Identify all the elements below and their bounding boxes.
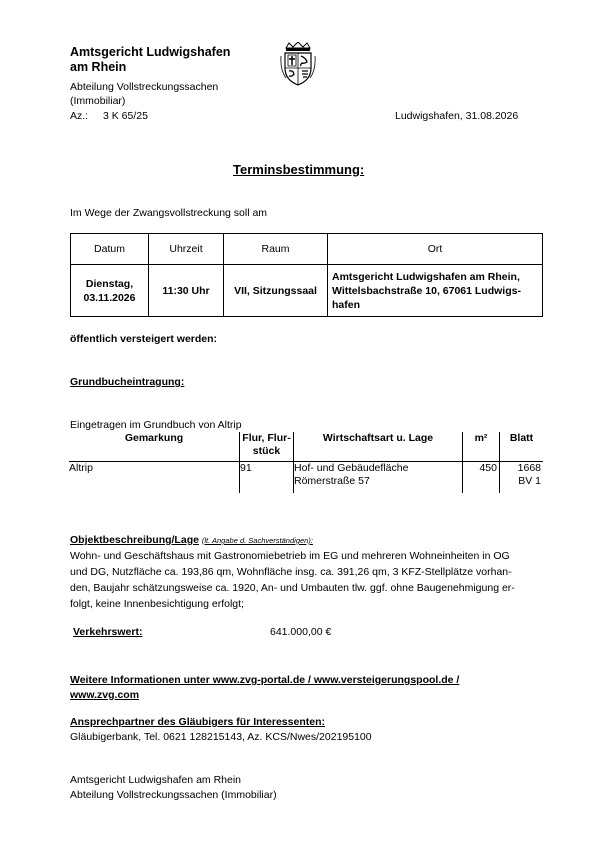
court-name: Amtsgericht Ludwigshafen am Rhein	[70, 45, 231, 74]
market-value-label: Verkehrswert:	[73, 626, 143, 638]
column-header: Raum	[224, 234, 328, 265]
area-cell: 450	[463, 462, 500, 494]
schedule-table	[70, 233, 543, 317]
table-header-row	[69, 432, 543, 462]
place-cell: Amtsgericht Ludwigshafen am Rhein, Wittelsbachstraße 10, 67061 Ludwigs- hafen	[328, 265, 543, 317]
market-value-amount: 641.000,00 €	[270, 626, 332, 638]
gemarkung-cell: Altrip	[69, 462, 93, 474]
page-title: Terminsbestimmung:	[233, 162, 365, 177]
column-header: Flur, Flur- stück	[240, 432, 294, 462]
column-header: Wirtschaftsart u. Lage	[294, 432, 463, 462]
case-number: 3 K 65/25	[103, 110, 148, 122]
table-row	[69, 462, 543, 494]
object-heading: Objektbeschreibung/Lage (lt. Angabe d. Sachverständigen):	[70, 534, 313, 546]
column-header: Datum	[71, 234, 149, 265]
more-info: Weitere Informationen unter www.zvg-portal.de / www.versteigerungspool.de / www.zvg.com	[70, 674, 460, 701]
court-department: Abteilung Vollstreckungssachen (Immobiliar)	[70, 81, 219, 107]
footer-court: Amtsgericht Ludwigshafen am Rhein Abteilung Vollstreckungssachen (Immobiliar)	[70, 774, 277, 801]
contact-text: Gläubigerbank, Tel. 0621 128215143, Az. KCS/Nwes/202195100	[70, 731, 372, 743]
flur-cell: 91	[240, 462, 294, 494]
table-header-row	[71, 234, 543, 265]
intro-text: Im Wege der Zwangsvollstreckung soll am	[70, 207, 268, 219]
column-header: Blatt	[500, 432, 544, 462]
coat-of-arms-icon	[280, 42, 316, 86]
case-number-label: Az.:	[70, 110, 89, 122]
land-register-heading: Grundbucheintragung:	[70, 376, 185, 388]
room-cell: VII, Sitzungssaal	[224, 265, 328, 317]
column-header: m²	[463, 432, 500, 462]
column-header: Uhrzeit	[149, 234, 224, 265]
blatt-cell: 1668 BV 1	[500, 462, 544, 494]
contact-heading: Ansprechpartner des Gläubigers für Interessenten:	[70, 716, 325, 728]
table-row	[71, 265, 543, 317]
auction-text: öffentlich versteigert werden:	[70, 333, 218, 345]
art-cell: Hof- und Gebäudefläche Römerstraße 57	[294, 462, 463, 494]
land-register-table	[69, 432, 543, 493]
place-date: Ludwigshafen, 31.08.2026	[395, 110, 519, 122]
column-header: Gemarkung	[69, 432, 240, 462]
object-description: Wohn- und Geschäftshaus mit Gastronomiebetrieb im EG und mehreren Wohneinheiten in OG und DG, Nutzfläche ca. 193,86 qm, Wohnfläche insg. ca. 391,26 qm, 3 KFZ-Stellplätze vorhan- den, Baujahr schätzungsweise ca. 1920, An- und Umbauten tlw. ggf. ohne Baugenehmigung er- folgt, keine Innenbesichtigung erfolgt;	[70, 550, 515, 610]
column-header: Ort	[328, 234, 543, 265]
date-cell: Dienstag, 03.11.2026	[71, 265, 149, 317]
time-cell: 11:30 Uhr	[149, 265, 224, 317]
land-register-entry: Eingetragen im Grundbuch von Altrip	[70, 419, 242, 431]
